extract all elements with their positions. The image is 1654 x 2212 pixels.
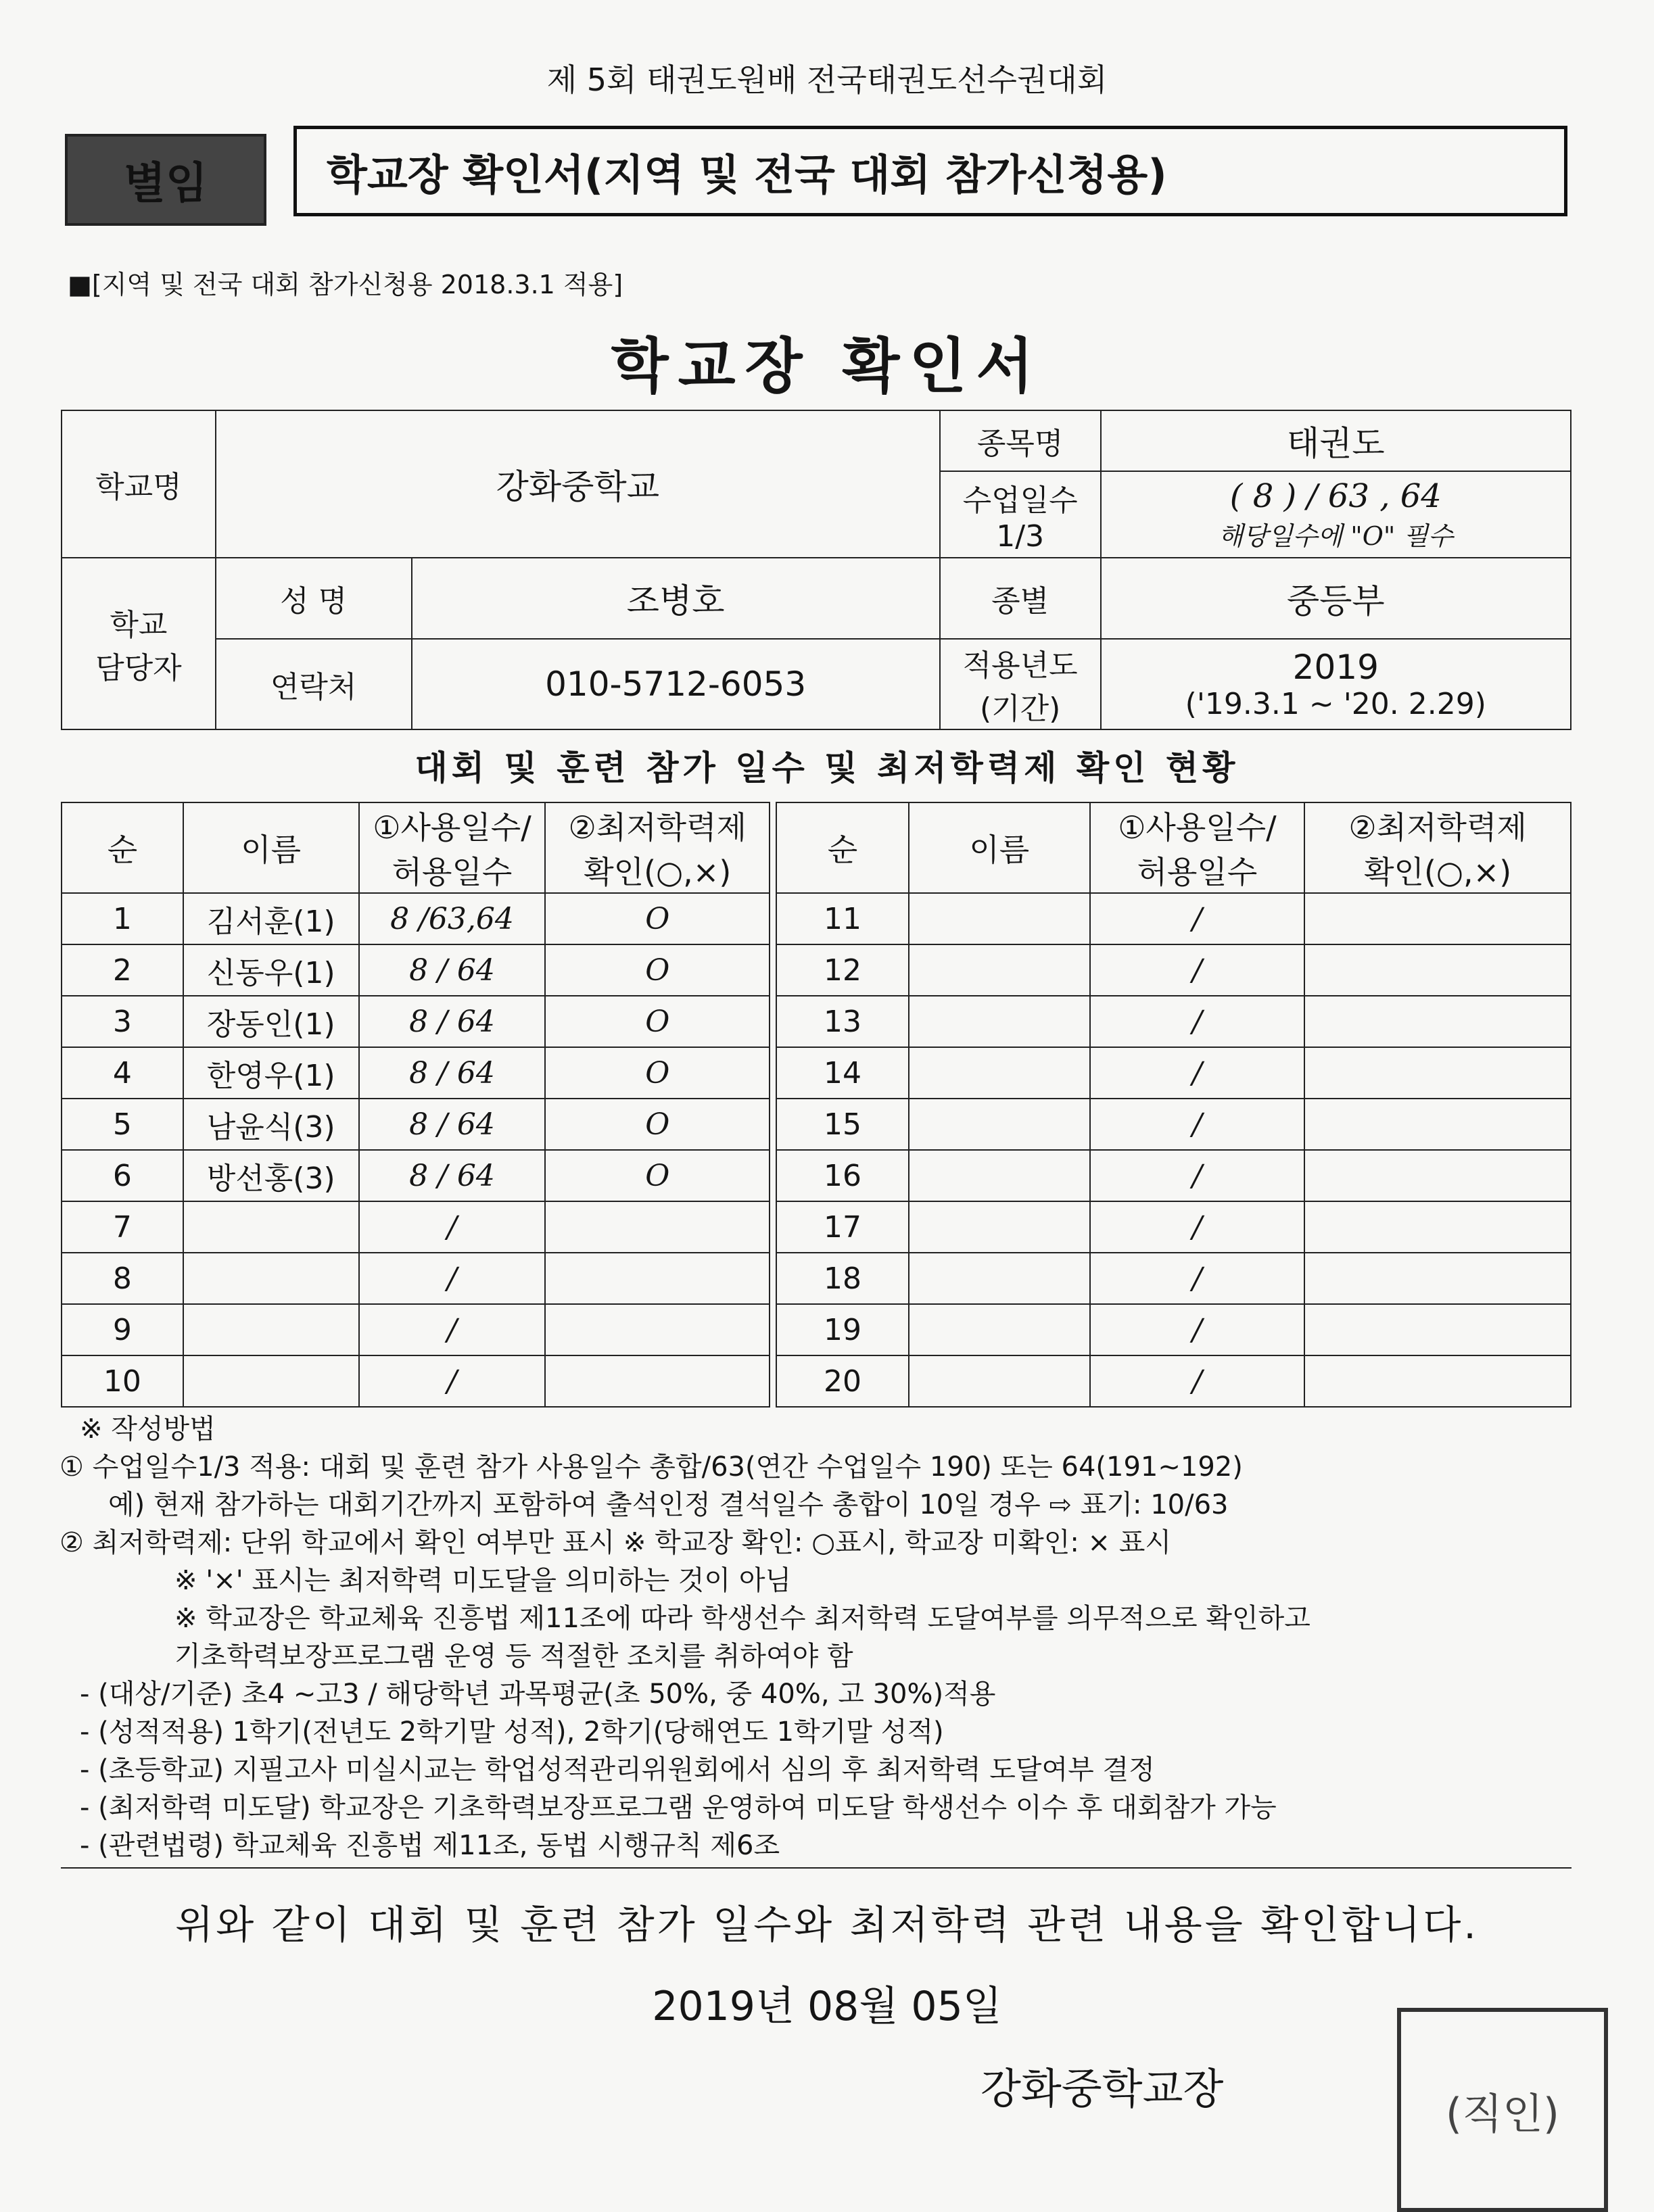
school-name: 강화중학교 [216, 410, 940, 558]
row-name: 장동인(1) [183, 996, 359, 1047]
days-value: ( 8 ) / 63 , 64 [1229, 477, 1442, 515]
row-no: 6 [62, 1150, 183, 1201]
row-days: / [359, 1355, 546, 1407]
days-hint: 해당일수에 "O" 필수 [1218, 521, 1453, 551]
header-days-right-line1: ①사용일수/ [1118, 809, 1277, 846]
event-title: 제 5회 태권도원배 전국태권도선수권대회 [546, 62, 1108, 98]
row-no: 20 [776, 1355, 909, 1407]
row-check [1304, 1304, 1571, 1355]
row-days: 8 /63,64 [359, 893, 546, 944]
row-days: / [1090, 1150, 1305, 1201]
row-no: 9 [62, 1304, 183, 1355]
header-name: 이름 [183, 802, 359, 893]
row-check: O [545, 1099, 770, 1150]
instruction-line: ※ 학교장은 학교체육 진흥법 제11조에 따라 학생선수 최저학력 도달여부를 의무적으로 확인하고 [174, 1603, 1310, 1634]
row-check: O [545, 1047, 770, 1099]
row-check [545, 1253, 770, 1304]
row-check [1304, 1099, 1571, 1150]
row-days: 8 / 64 [359, 1150, 546, 1201]
row-name [909, 1304, 1090, 1355]
row-name [909, 1253, 1090, 1304]
row-days: / [359, 1253, 546, 1304]
row-check [545, 1355, 770, 1407]
row-no: 10 [62, 1355, 183, 1407]
year-label-line1: 적용년도 [962, 648, 1078, 683]
row-name [909, 1201, 1090, 1253]
header-days-right [1090, 802, 1305, 893]
instructions-heading: ※ 작성방법 [80, 1414, 216, 1445]
row-no: 8 [62, 1253, 183, 1304]
column-gap [770, 893, 776, 944]
header-no: 순 [62, 802, 183, 893]
instruction-line: - (대상/기준) 초4 ~고3 / 해당학년 과목평균(초 50%, 중 40%, 고 30%)적용 [80, 1679, 996, 1710]
row-days: / [1090, 1099, 1305, 1150]
row-name [183, 1253, 359, 1304]
official-seal [1397, 2008, 1608, 2212]
row-no: 18 [776, 1253, 909, 1304]
row-days: / [359, 1201, 546, 1253]
row-no: 3 [62, 996, 183, 1047]
row-check: O [545, 944, 770, 996]
name-value: 조병호 [412, 558, 940, 639]
row-check [1304, 1355, 1571, 1407]
form-title: 학교장 확인서(지역 및 전국 대회 참가신청용) [327, 149, 1167, 199]
name-label: 성 명 [216, 558, 412, 639]
table-row [62, 944, 1571, 996]
principal-name: 강화중학교장 [980, 2064, 1224, 2113]
form-title-box [293, 126, 1567, 216]
row-check [1304, 1253, 1571, 1304]
column-gap [770, 1304, 776, 1355]
row-name [909, 944, 1090, 996]
row-days: / [1090, 1047, 1305, 1099]
year-value: 2019 [1292, 647, 1379, 687]
row-no: 15 [776, 1099, 909, 1150]
contact-label-line1: 학교 [110, 608, 168, 642]
column-gap [770, 802, 776, 893]
table-row [62, 1099, 1571, 1150]
table-row [62, 996, 1571, 1047]
row-name [183, 1201, 359, 1253]
school-label: 학교명 [62, 410, 216, 558]
row-days: 8 / 64 [359, 1099, 546, 1150]
confirmation-text: 위와 같이 대회 및 훈련 참가 일수와 최저학력 관련 내용을 확인합니다. [175, 1902, 1479, 1948]
row-check [1304, 1150, 1571, 1201]
instruction-line: - (초등학교) 지필고사 미실시교는 학업성적관리위원회에서 심의 후 최저학력 도달여부 결정 [80, 1754, 1155, 1785]
row-no: 4 [62, 1047, 183, 1099]
header-min-line1: ②최저학력제 [568, 809, 747, 846]
sport-label: 종목명 [940, 410, 1101, 471]
row-no: 12 [776, 944, 909, 996]
instruction-line: - (최저학력 미도달) 학교장은 기초학력보장프로그램 운영하여 미도달 학생선수 이수 후 대회참가 가능 [80, 1792, 1277, 1823]
roster-body [62, 893, 1571, 1407]
row-no: 2 [62, 944, 183, 996]
column-gap [770, 944, 776, 996]
instruction-line: ※ '×' 표시는 최저학력 미도달을 의미하는 것이 아님 [174, 1565, 792, 1596]
row-name [183, 1355, 359, 1407]
table-row [62, 1304, 1571, 1355]
header-min-line2: 확인(○,×) [584, 854, 732, 890]
row-check [1304, 1047, 1571, 1099]
instruction-line: 예) 현재 참가하는 대회기간까지 포함하여 출석인정 결석일수 총합이 10일 경우 ⇨ 표기: 10/63 [108, 1489, 1229, 1520]
period-value: ('19.3.1 ~ '20. 2.29) [1185, 686, 1486, 721]
row-days: 8 / 64 [359, 1047, 546, 1099]
row-no: 19 [776, 1304, 909, 1355]
row-days: / [1090, 1355, 1305, 1407]
row-check: O [545, 1150, 770, 1201]
column-gap [770, 1201, 776, 1253]
days-cell [1101, 471, 1571, 558]
row-days: / [1090, 1304, 1305, 1355]
instruction-line: ② 최저학력제: 단위 학교에서 확인 여부만 표시 ※ 학교장 확인: ○표시, 학교장 미확인: × 표시 [60, 1527, 1172, 1558]
form-tag [65, 134, 266, 226]
table-row [62, 1201, 1571, 1253]
header-min-right-line1: ②최저학력제 [1348, 809, 1527, 846]
form-tag-label: 별임 [124, 159, 208, 209]
row-no: 13 [776, 996, 909, 1047]
year-cell [1101, 639, 1571, 729]
roster-table [61, 802, 1572, 1408]
table-row [62, 1150, 1571, 1201]
table-row [62, 1355, 1571, 1407]
row-no: 1 [62, 893, 183, 944]
row-no: 17 [776, 1201, 909, 1253]
main-title: 학교장 확인서 [611, 331, 1043, 401]
contact-label-line2: 담당자 [95, 651, 182, 686]
row-check [545, 1201, 770, 1253]
row-name: 한영우(1) [183, 1047, 359, 1099]
row-check: O [545, 893, 770, 944]
row-name [183, 1304, 359, 1355]
table-row [62, 1047, 1571, 1099]
row-name [909, 893, 1090, 944]
row-days: / [1090, 893, 1305, 944]
row-days: / [359, 1304, 546, 1355]
issue-date: 2019년 08월 05일 [652, 1983, 1002, 2030]
column-gap [770, 1150, 776, 1201]
phone-label: 연락처 [216, 639, 412, 729]
row-days: 8 / 64 [359, 996, 546, 1047]
days-label [940, 471, 1101, 558]
table-row [62, 893, 1571, 944]
row-no: 11 [776, 893, 909, 944]
notes-divider [61, 1867, 1572, 1869]
header-days-right-line2: 허용일수 [1137, 854, 1258, 890]
column-gap [770, 1355, 776, 1407]
row-days: / [1090, 944, 1305, 996]
row-check [545, 1304, 770, 1355]
division-value: 중등부 [1101, 558, 1571, 639]
roster-header-row [62, 802, 1571, 893]
instruction-line: ① 수업일수1/3 적용: 대회 및 훈련 참가 사용일수 총합/63(연간 수업일수 190) 또는 64(191~192) [60, 1451, 1243, 1483]
header-min-right [1304, 802, 1571, 893]
row-check: O [545, 996, 770, 1047]
column-gap [770, 996, 776, 1047]
row-no: 16 [776, 1150, 909, 1201]
days-label-line1: 수업일수 [962, 483, 1078, 518]
row-no: 7 [62, 1201, 183, 1253]
section-title: 대회 및 훈련 참가 일수 및 최저학력제 확인 현황 [415, 748, 1239, 788]
row-check [1304, 996, 1571, 1047]
header-days-line2: 허용일수 [392, 854, 513, 890]
year-label-line2: (기간) [979, 692, 1061, 726]
header-name-right: 이름 [909, 802, 1090, 893]
row-no: 14 [776, 1047, 909, 1099]
row-name: 남윤식(3) [183, 1099, 359, 1150]
header-days [359, 802, 546, 893]
seal-label: (직인) [1445, 2088, 1560, 2138]
column-gap [770, 1047, 776, 1099]
instruction-line: - (관련법령) 학교체육 진흥법 제11조, 동법 시행규칙 제6조 [80, 1830, 780, 1861]
header-min [545, 802, 770, 893]
row-name [909, 1150, 1090, 1201]
table-row [62, 1253, 1571, 1304]
row-check [1304, 944, 1571, 996]
row-name [909, 1355, 1090, 1407]
row-days: / [1090, 1201, 1305, 1253]
instructions [60, 1410, 1581, 1865]
row-name: 김서훈(1) [183, 893, 359, 944]
sport-value: 태권도 [1101, 410, 1571, 471]
days-label-line2: 1/3 [996, 519, 1045, 554]
header-min-right-line2: 확인(○,×) [1364, 854, 1512, 890]
header-days-line1: ①사용일수/ [373, 809, 531, 846]
division-label: 종별 [940, 558, 1101, 639]
row-days: / [1090, 996, 1305, 1047]
phone-value: 010-5712-6053 [412, 639, 940, 729]
contact-label [62, 558, 216, 729]
row-name: 방선홍(3) [183, 1150, 359, 1201]
column-gap [770, 1253, 776, 1304]
info-table [61, 410, 1572, 730]
instruction-line: 기초학력보장프로그램 운영 등 적절한 조치를 취하여야 함 [174, 1641, 853, 1672]
row-check [1304, 893, 1571, 944]
row-name [909, 1099, 1090, 1150]
row-days: / [1090, 1253, 1305, 1304]
row-check [1304, 1201, 1571, 1253]
column-gap [770, 1099, 776, 1150]
row-no: 5 [62, 1099, 183, 1150]
row-days: 8 / 64 [359, 944, 546, 996]
row-name [909, 1047, 1090, 1099]
header-no-right: 순 [776, 802, 909, 893]
row-name: 신동우(1) [183, 944, 359, 996]
instruction-line: - (성적적용) 1학기(전년도 2학기말 성적), 2학기(당해연도 1학기말 성적) [80, 1716, 944, 1748]
year-label [940, 639, 1101, 729]
apply-note: ■[지역 및 전국 대회 참가신청용 2018.3.1 적용] [68, 270, 623, 299]
row-name [909, 996, 1090, 1047]
